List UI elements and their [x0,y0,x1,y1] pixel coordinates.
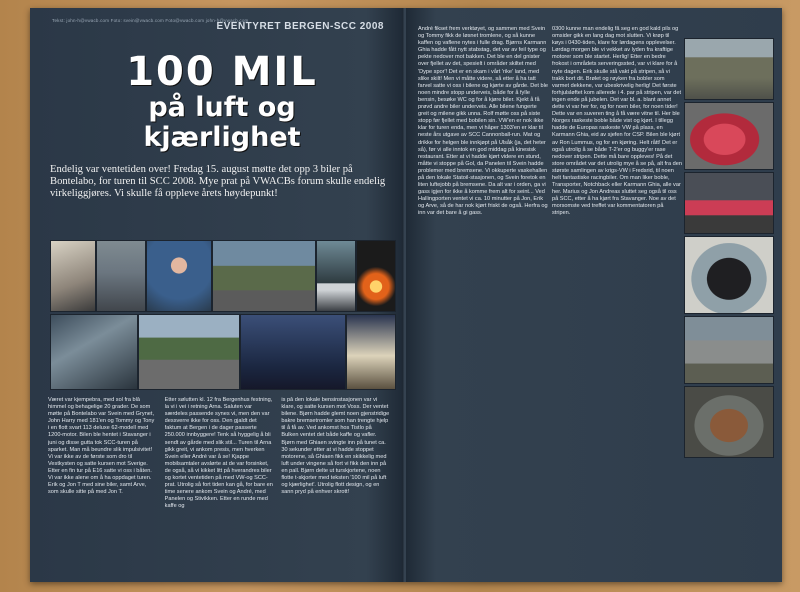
right-column-2 [552,26,682,566]
photo-house-cars [212,240,316,312]
paragraph: 0300 kunne man endelig få seg en god kald pils og omsider gikk en lang dag mot slutten. Vi krøp til køys i 0430-tiden, klare for lørdagens opplevelser. Lørdag morgen ble vi vekket av lyden fra kraftige motorer som ble startet. Herlig! Etter en bedre frokost i områdets serveringssted, var vi klare for å nyte dagen. Erik skulle stå vakt på stripen, så vi trakk bort dit. Brølet og røyken fra bobler som varmet dekkene, var ubeskrivelig herlig! Det første forhjulsløftet kom allerede i 4. par på stripen, var det ingen ende på jubelen. Det var bl. a. blant annet dette vi var her for, og for noen biler, for noen tider! Dette var en suveren ting å få være vitne til. Her ble Norges raskeste boble både vist og kjørt. I tillegg hadde de Europas raskeste VW på plass, en Karmann Ghia, eid av sjefen for CSP. Bilen ble kjørt av Ron Lummus, og for en kjøring. Helt rått! Det er også utrolig å se både T-2'er og buggy'er rase nedover stripen. Dette må bare oppleves! På det store området var det utrolig mye å se på, alt fra den største samlingen av krigs-VW i Fredsrid, til noen helt fantastiske racingbiler. Om man liker boble, Transporter, Notchback eller Karmann Ghia, alle var her. Marius og Jon Andreas sluttet seg også til oss på SCC, etter å ha kjørt fra Stavanger. Noe av det morsomste ved treffet var kommentatoren på stripen. [552,26,682,217]
photo-black-beetle [684,236,774,314]
right-page [406,8,782,582]
photo-night-sky [240,314,346,390]
paragraph: André fikset frem verktøyet, og sammen med Svein og Tommy fikk de løsnet tromlene, og så kunne kaffen og vaflene nytes i fulle drag. Bjørns Karmann Ghia hadde fått nytt stabstag, det var av feil type og pekte nedover mot bakken. Det ble en del gnister over fjellet av det, spesielt i områder skiltet med 'Dype spor'! Det er en skam i vårt 'rike' land, med slike skilt! Men vi måtte videre, så etter å ha tatt farvel satte vi oss i bilene og kjørte av gårde. Det ble noen mindre stopp underveis, både for å fylle bensin, besøke WC og for å kjøre biler. Kjekt å få prøvd andre biler underveis. Alle bilene fungerte greit og milene gikk unna. Rolf møtte oss på siste stopp før fjellet med bobilen sin. VW'en er nok ikke klar for turen enda, men vi håper 1303'en er klar til neste års utgave av SCC Cannonball-run. Mat og drikke for helgen ble innkjøpt på Ulsåk (ja, det heter så), før vi alle inntok en god middag på kinesisk restaurant. Etter at vi hadde kjørt videre en stund, måtte vi stoppe på Gol, da Panelen til Svein hadde problemer med bremsene. Vi okkuperte vaskehallen på den lokale Statoil-stasjonen, og Svein foretok en liten luftejobb på bremsene. Da alt var i orden, ga vi gass igjen for ikke å komme frem alt for seint... Ved Hallingporten ventet vi ca. 10 minutter på Jon, Erik og Arve, så de har nok kjørt friskt de også. Herfra og inn var det bare å gi gass. [418,26,548,217]
photo-road-cars [138,314,240,390]
article-title [72,49,372,153]
photo-grid [50,240,394,390]
credits-line: Tekst: john-h@vwacb.com Foto: svein@vwacb.com Foto@vwacb.com john-h@vwacb.com [52,18,249,23]
photo-man-drinking [146,240,212,312]
section-title: EVENTYRET BERGEN-SCC 2008 [216,21,384,32]
lead-paragraph: Endelig var ventetiden over! Fredag 15. august møtte det opp 3 biler på Bontelabo, for turen til SCC 2008. Mye prat på VWACBs forum skulle endelig virkeliggjøres. Vi skulle få oppleve årets høydepunkt! [50,164,386,199]
photo-hotel-night [346,314,396,390]
photo-grey-beetle [684,316,774,384]
photo-parked-beetles [316,240,356,312]
left-body-text [48,397,390,575]
paragraph: is på den lokale bensinstasjonen var vi klare, og satte kursen mot Voss. Der ventet bilene. Bjørn hadde glemt noen gjenstridige bakre bremsetromler som han trengte hjelp til å få av. Ved ankomst hos Tistlo på Bulken ventet det både kaffe og vafler. Bjørn med Ghiaen svingte inn på tunet ca. 30 sekunder etter at vi hadde stoppet motorene, så Ghiaen fikk en skikkelig med luft under vingene så fort vi fikk den inn på en pall. Bjørn delte ut turskjortene, noen flotte t-skjorter med teksten '100 mil på luft og kjærlighet'. Utrolig flott design, og en sann pryd på enhver skrott! [281,397,390,496]
title-line-3: kjærlighet [143,122,301,153]
left-column-3 [281,397,390,575]
title-line-1: 100 MIL [126,49,318,95]
photo-engine-work [50,314,138,390]
paragraph: Etter sølutten kl. 12 fra Bergenhus festning, la vi i vei i retning Arna. Saluten var særdeles passende synes vi, men den var dessverre ikke for oss. Den gjaldt det faktum at Bergen i de dager passerte 250.000 innbyggere! Tenk så hyggelig å bli sendt av gårde med slik stil... Turen til Arna gikk greit, vi ankom presis, men hverken Svein eller André var å se! Kjappe mobilsamtaler avslørte at de var forsinket, de også, så vi kikket litt på hverandres biler og kortet ventetiden på med VW-og SCC-prat. Utrolig så fort tiden kan gå, for bare en time senere ankom Svein og André, med Panelen og Stivikken. Etter en runde med kaffe og [164,397,273,510]
photo-man-standing [96,240,146,312]
magazine-spread [30,8,782,582]
right-photo-strip [684,38,772,558]
left-column-2 [165,397,274,575]
photo-rusty-car [684,386,774,458]
photo-red-ghia-side [684,172,774,234]
title-line-2: på luft og [148,92,296,123]
left-page [30,8,404,582]
photo-van [50,240,96,312]
paragraph: Været var kjempebra, med sol fra blå himmel og behagelige 20 grader. De som møtte på Bontelabo var Svein med Grynet, John Harry med 181'en og Tommy og Tony i en flott svart 113 deluxe 62-modell med 1200-motor. Bilen ble hentet i Stavanger i juni og disse gutta tok SCC-turen på sparket. Man må beundre slik impulsivitet! Vi var ikke av de første som dro til Vestkysten og satte kursen mot Sverige. Etter en fin tur på E16 satte vi oss i båten. Vi var ikke alene om å ha oppdaget turen. Erik og Jon T med sine biler, samt Arve, som skulle sitte på med Jon T. [48,397,155,496]
photo-beetles-lot [684,38,774,100]
photo-red-ghia [684,102,774,170]
left-column-1 [48,397,157,575]
photo-campfire [356,240,396,312]
right-column-1 [418,26,548,566]
